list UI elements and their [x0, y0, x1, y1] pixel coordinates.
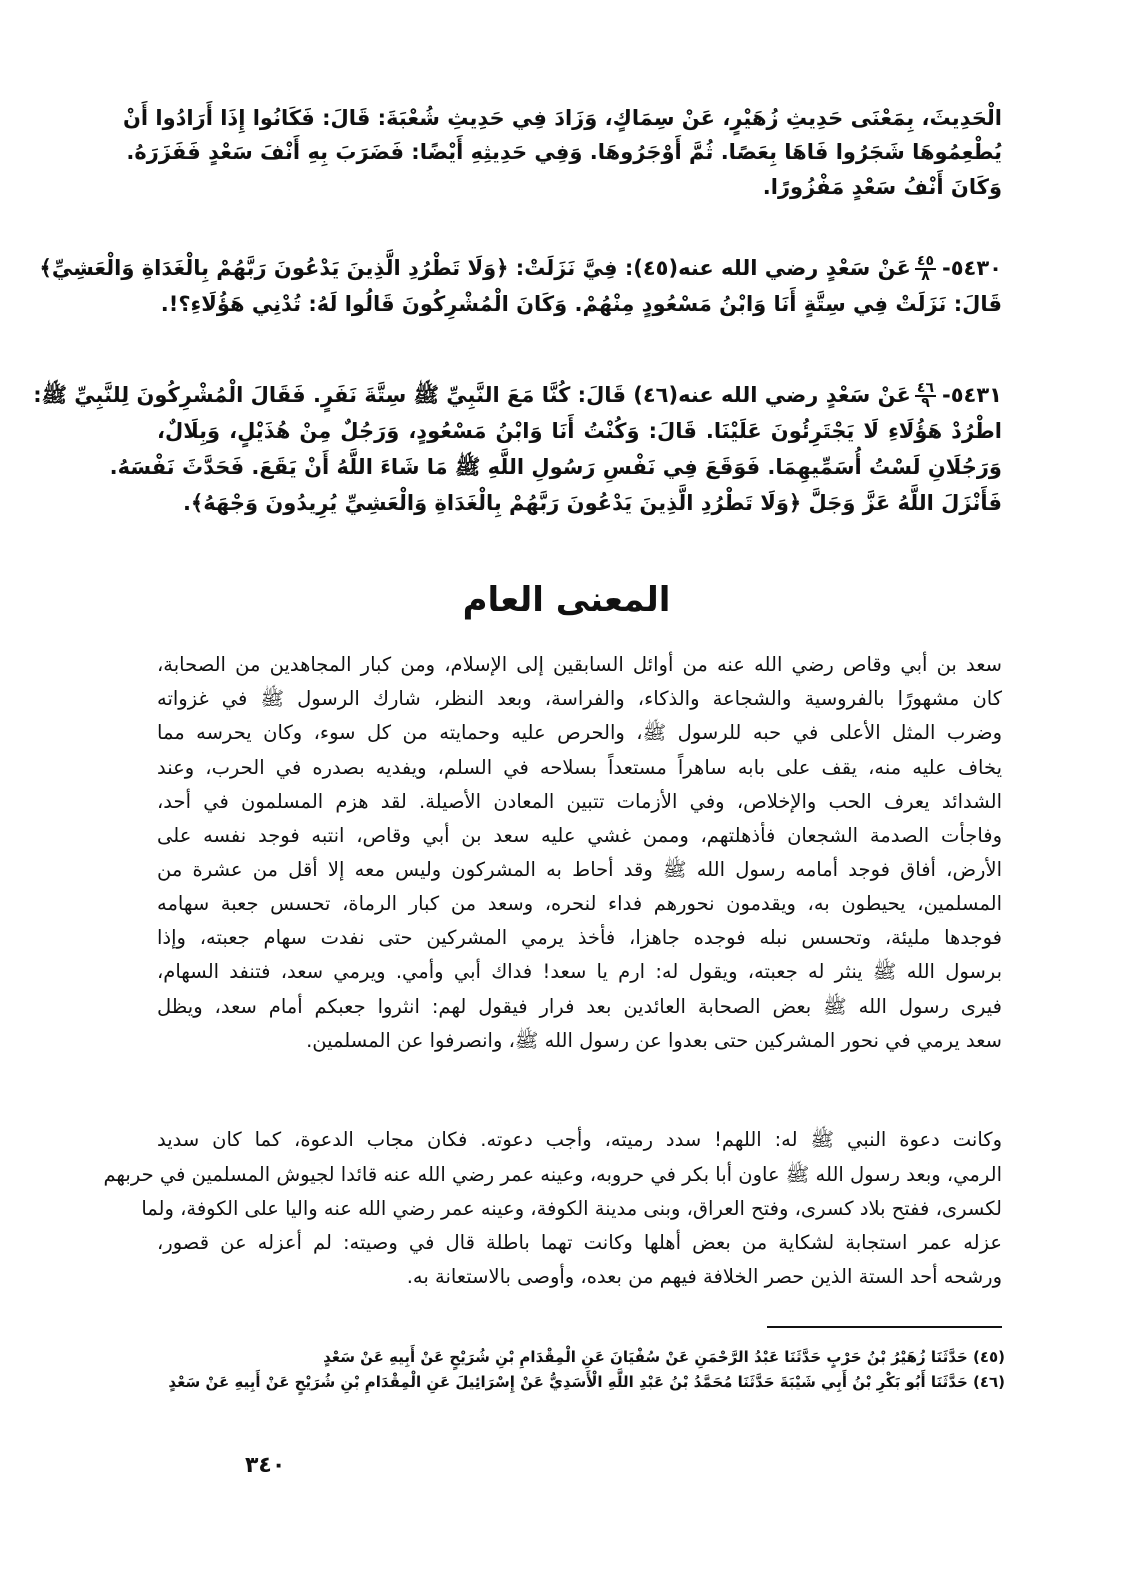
body-line: فوجدها مليئة، وتحسس نبله فوجده جاهزا، فأخذ يرمي المشركين حتى نفدت سهام جعبته، وإذا	[157, 926, 1002, 949]
hadith-fraction	[915, 255, 936, 283]
body-line: وكانت دعوة النبي ﷺ له: اللهم! سدد رميته، وأجب دعوته. فكان مجاب الدعوة، كما كان سديد	[157, 1128, 1002, 1151]
hadith-text-line: وَكَانَ أَنْفُ سَعْدٍ مَفْزُورًا.	[762, 175, 1002, 199]
hadith-text-line: الْحَدِيثَ، بِمَعْنَى حَدِيثِ زُهَيْرٍ، عَنْ سِمَاكٍ، وَزَادَ فِي حَدِيثِ شُعْبَةَ: قَالَ: فَكَانُوا إِذَا أَرَادُوا أَنْ	[122, 106, 1002, 130]
footnote: (٤٦) حَدَّثَنَا أَبُو بَكْرِ بْنُ أَبِي شَيْبَةَ حَدَّثَنَا مُحَمَّدُ بْنُ عَبْدِ اللَّهِ الْأَسَدِيُّ عَنْ إِسْرَائِيلَ عَنِ الْمِقْدَامِ بْنِ شُرَيْحٍ عَنْ أَبِيهِ عَنْ سَعْدٍ	[168, 1373, 1005, 1391]
fraction-bottom: ٩	[921, 395, 930, 411]
fraction-top: ٤٦	[916, 380, 934, 396]
section-title: المعنى العام	[462, 580, 671, 620]
hadith-text-line: قَالَ: نَزَلَتْ فِي سِتَّةٍ أَنَا وَابْنُ مَسْعُودٍ مِنْهُمْ. وَكَانَ الْمُشْرِكُونَ قَالُوا لَهُ: تُدْنِي هَؤُلَاءِ؟!.	[160, 292, 1002, 316]
body-line: فيرى رسول الله ﷺ بعض الصحابة العائدين بعد فرار فيقول لهم: انثروا جعبكم أمام سعد، ويظل	[157, 995, 1002, 1018]
fraction-top: ٤٥	[916, 253, 934, 269]
body-line: المسلمين، يحيطون به، ويقدمون نحورهم فداء لنحره، وسعد من كبار الرماة، تحسس جعبة سهامه	[157, 892, 1002, 915]
hadith-number: ٥٤٣٠-	[942, 256, 1002, 280]
hadith-5430-line	[39, 251, 1002, 285]
body-line: ورشحه أحد الستة الذين حصر الخلافة فيهم من بعده، وأوصى بالاستعانة به.	[406, 1265, 1002, 1288]
hadith-text-line: فَأَنْزَلَ اللَّهُ عَزَّ وَجَلَّ ﴿وَلَا تَطْرُدِ الَّذِينَ يَدْعُونَ رَبَّهُمْ بِالْغَدَاةِ وَالْعَشِيِّ يُرِيدُونَ وَجْهَهُ﴾.	[182, 491, 1002, 515]
body-line: سعد بن أبي وقاص رضي الله عنه من أوائل السابقين إلى الإسلام، ومن كبار المجاهدين من الصحابة،	[157, 653, 1002, 676]
body-line: الشدائد يعرف الحب والإخلاص، وفي الأزمات تتبين المعادن الأصيلة. لقد هزم المسلمون في أحد،	[157, 790, 1002, 813]
body-line: برسول الله ﷺ ينثر له جعبته، ويقول له: ارم يا سعد! فداك أبي وأمي. ويرمي سعد، فتنفد السهام،	[157, 960, 1002, 983]
hadith-text-line: وَرَجُلَانِ لَسْتُ أُسَمِّيهِمَا. فَوَقَعَ فِي نَفْسِ رَسُولِ اللَّهِ ﷺ مَا شَاءَ اللَّهُ أَنْ يَقَعَ. فَحَدَّثَ نَفْسَهُ.	[109, 455, 1002, 479]
body-line: يخاف عليه منه، يقف على بابه ساهراً مستعداً بسلاحه في السلم، ويفديه بصدره في الحرب، وعند	[157, 756, 1002, 779]
hadith-text: عَنْ سَعْدٍ رضي الله عنه(٤٥): فِيَّ نَزَلَتْ: ﴿وَلَا تَطْرُدِ الَّذِينَ يَدْعُونَ رَبَّهُمْ بِالْغَدَاةِ وَالْعَشِيِّ﴾	[39, 256, 911, 280]
hadith-fraction	[915, 382, 936, 410]
body-line: عزله عمر استجابة لشكاية من بعض أهلها وكانت تهما باطلة قال في وصيته: لم أعزله عن قصور،	[157, 1231, 1002, 1254]
hadith-text: عَنْ سَعْدٍ رضي الله عنه(٤٦) قَالَ: كُنَّا مَعَ النَّبِيِّ ﷺ سِتَّةَ نَفَرٍ. فَقَالَ الْمُشْرِكُونَ لِلنَّبِيِّ ﷺ:	[33, 383, 911, 407]
page-number: ٣٤٠	[245, 1453, 286, 1478]
body-line: وضرب المثل الأعلى في حبه للرسول ﷺ، والحرص عليه وحمايته من كل سوء، وكان يحرسه مما	[157, 721, 1002, 744]
body-line: وفاجأت الصدمة الشجعان فأذهلتهم، وممن غشي عليه سعد بن أبي وقاص، انتبه فوجد نفسه على	[157, 824, 1002, 847]
footnote-divider	[767, 1326, 1002, 1328]
body-line: الأرض، أفاق فوجد أمامه رسول الله ﷺ وقد أحاط به المشركون وليس معه إلا أقل من عشرة من	[157, 858, 1002, 881]
hadith-number: ٥٤٣١-	[942, 383, 1002, 407]
hadith-text-line: اطْرُدْ هَؤُلَاءِ لَا يَجْتَرِئُونَ عَلَيْنَا. قَالَ: وَكُنْتُ أَنَا وَابْنُ مَسْعُودٍ، وَرَجُلٌ مِنْ هُذَيْلٍ، وَبِلَالٌ،	[157, 419, 1002, 443]
body-line: لكسرى، ففتح بلاد كسرى، وفتح العراق، وبنى مدينة الكوفة، وعينه عمر رضي الله عنه واليا على الكوفة، ولما	[141, 1197, 1002, 1220]
footnote: (٤٥) حَدَّثَنَا زُهَيْرُ بْنُ حَرْبٍ حَدَّثَنَا عَبْدُ الرَّحْمَنِ عَنْ سُفْيَانَ عَنِ الْمِقْدَامِ بْنِ شُرَيْحٍ عَنْ أَبِيهِ عَنْ سَعْدٍ	[323, 1348, 1005, 1366]
hadith-5431-line	[33, 378, 1002, 412]
body-line: سعد يرمي في نحور المشركين حتى بعدوا عن رسول الله ﷺ، وانصرفوا عن المسلمين.	[306, 1029, 1002, 1052]
hadith-text-line: يُطْعِمُوهَا شَجَرُوا فَاهَا بِعَصًا. ثُمَّ أَوْجَرُوهَا. وَفِي حَدِيثِهِ أَيْضًا: فَضَرَبَ بِهِ أَنْفَ سَعْدٍ فَفَزَرَهُ.	[126, 140, 1002, 164]
body-line: الرمي، وبعد رسول الله ﷺ عاون أبا بكر في حروبه، وعينه عمر رضي الله عنه قائدا لجيوش المسلمين في حربهم	[103, 1163, 1002, 1186]
body-line: كان مشهورًا بالفروسية والشجاعة والذكاء، والفراسة، وبعد النظر، شارك الرسول ﷺ في غزواته	[157, 687, 1002, 710]
fraction-bottom: ٨	[921, 268, 930, 284]
